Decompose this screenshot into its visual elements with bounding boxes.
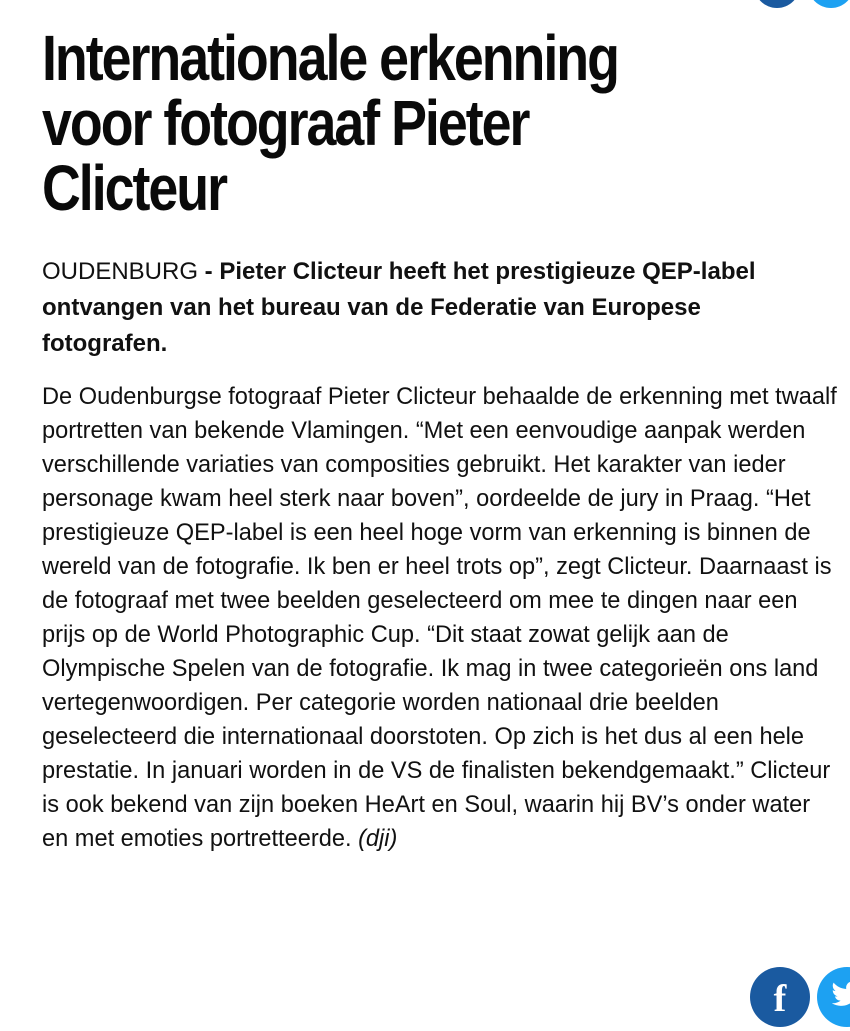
facebook-share-button[interactable]	[754, 0, 800, 8]
twitter-share-button[interactable]	[817, 967, 850, 1027]
article-lead	[42, 254, 782, 362]
facebook-share-button[interactable]	[750, 967, 810, 1027]
article-body-text: De Oudenburgse fotograaf Pieter Clicteur behaalde de erkenning met twaalf portretten van bekende Vlamingen. “Met een eenvoudige aanpak werden verschillende variaties van composities gebruikt. Het karakter van ieder personage kwam heel sterk naar boven”, oordeelde de jury in Praag. “Het prestigieuze QEP-label is een heel hoge vorm van erkenning is binnen de wereld van de fotografie. Ik ben er heel trots op”, zegt Clicteur. Daarnaast is de fotograaf met twee beelden geselecteerd om mee te dingen naar een prijs op de World Photographic Cup. “Dit staat zowat gelijk aan de Olympische Spelen van de fotografie. Ik mag in twee categorieën ons land vertegenwoordigen. Per categorie worden nationaal drie beelden geselecteerd die internationaal doorstoten. Op zich is het dus al een hele prestatie. In januari worden in de VS de finalisten bekendgemaakt.” Clicteur is ook bekend van zijn boeken HeArt en Soul, waarin hij BV’s onder water en met emoties portretteerde.	[42, 384, 837, 852]
article-dateline: OUDENBURG	[42, 258, 199, 285]
twitter-share-button[interactable]	[808, 0, 850, 8]
share-bar-bottom	[650, 967, 850, 1031]
article-author: (dji)	[358, 826, 398, 852]
share-bar-top	[650, 0, 850, 8]
facebook-icon: f	[773, 978, 787, 1020]
article-body	[42, 380, 842, 856]
article-lead-text: - Pieter Clicteur heeft het prestigieuze QEP-label ontvangen van het bureau van de Federatie van Europese fotografen.	[42, 258, 756, 357]
article-headline: Internationale erkenning voor fotograaf Pieter Clicteur	[42, 22, 618, 224]
twitter-icon	[832, 981, 850, 1007]
